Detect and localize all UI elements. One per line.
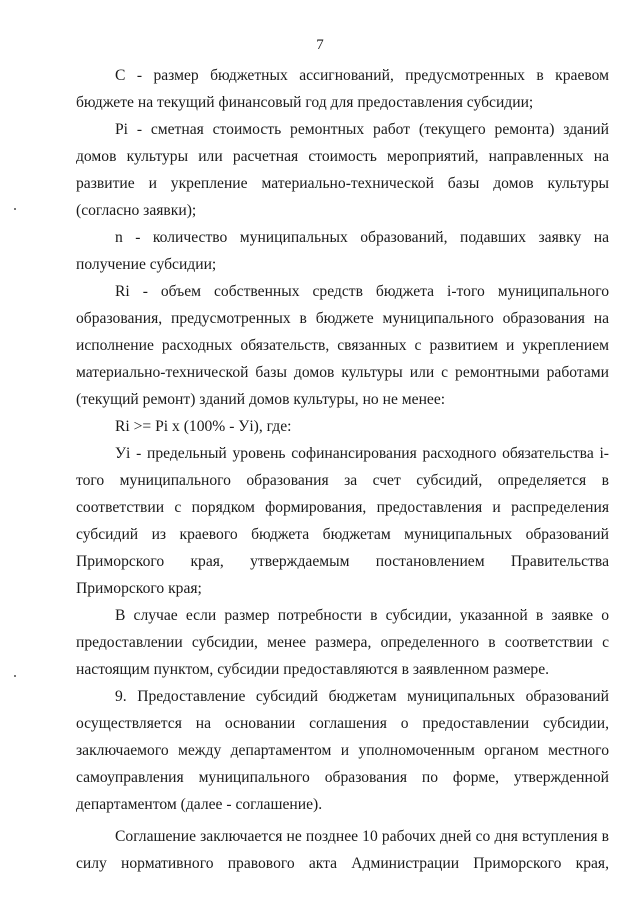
text-line-12: материально-технической базы домов культуры или с ремонтными работами [76,364,609,381]
scan-mark [14,675,16,677]
text-line-06: (согласно заявки); [76,202,197,219]
text-line-15: Уi - предельный уровень софинансирования расходного обязательства i- [115,445,609,462]
text-line-21: В случае если размер потребности в субсидии, указанной в заявке о [115,607,609,624]
text-line-18: субсидий из краевого бюджета бюджетам муниципальных образований [76,526,609,543]
text-line-16: того муниципального образования за счет субсидий, определяется в [76,472,609,489]
text-line-10: образования, предусмотренных в бюджете муниципального образования на [76,310,609,327]
text-line-08: получение субсидии; [76,256,217,273]
text-line-29: Соглашение заключается не позднее 10 рабочих дней со дня вступления в [115,828,609,845]
text-line-23: настоящим пунктом, субсидии предоставляются в заявленном размере. [76,661,550,678]
text-line-30: силу нормативного правового акта Администрации Приморского края, [76,855,609,872]
text-line-11: исполнение расходных обязательств, связанных с развитием и укреплением [76,337,609,354]
text-line-07: n - количество муниципальных образований, подавших заявку на [115,229,609,246]
text-line-09: Ri - объем собственных средств бюджета i-того муниципального [115,283,609,300]
page-number: 7 [316,37,324,53]
scan-mark [14,208,16,210]
text-line-27: самоуправления муниципального образования по форме, утвержденной [76,769,609,786]
text-line-03: Pi - сметная стоимость ремонтных работ (текущего ремонта) зданий [115,121,609,138]
text-line-26: заключаемого между департаментом и уполномоченным органом местного [76,742,609,759]
formula-line: Ri >= Pi x (100% - Уi), где: [115,418,292,435]
text-line-17: соответствии с порядком формирования, предоставления и распределения [76,499,609,516]
text-line-04: домов культуры или расчетная стоимость мероприятий, направленных на [76,148,609,165]
text-line-01: С - размер бюджетных ассигнований, предусмотренных в краевом [115,67,609,84]
text-line-25: осуществляется на основании соглашения о предоставлении субсидии, [76,715,609,732]
text-line-22: предоставлении субсидии, менее размера, определенного в соответствии с [76,634,609,651]
text-line-24: 9. Предоставление субсидий бюджетам муниципальных образований [115,688,609,705]
text-line-13: (текущий ремонт) зданий домов культуры, но не менее: [76,391,446,408]
text-line-19: Приморского края, утверждаемым постановлением Правительства [76,553,609,570]
text-line-05: развитие и укрепление материально-технической базы домов культуры [76,175,609,192]
text-line-20: Приморского края; [76,580,202,597]
text-line-02: бюджете на текущий финансовый год для предоставления субсидии; [76,94,534,111]
text-line-28: департаментом (далее - соглашение). [76,796,323,813]
